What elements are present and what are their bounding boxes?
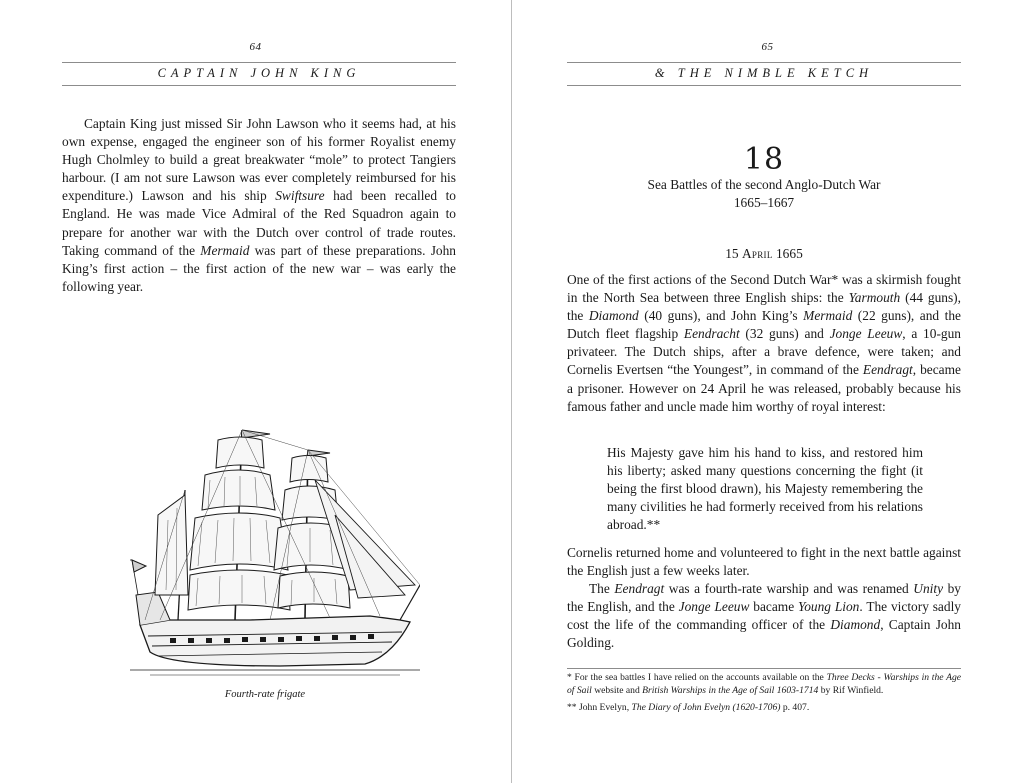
right-page <box>512 0 1023 783</box>
header-rule <box>567 85 961 86</box>
chapter-dates: 1665–1667 <box>733 195 795 210</box>
ship-name: Mermaid <box>200 242 250 258</box>
header-rule <box>62 85 456 86</box>
footnote-rule <box>567 668 961 669</box>
body-paragraph: One of the first actions of the Second Dutch War* was a skirmish fought in the North Sea between three English ships: the Yarmouth (44 guns), the Diamond (40 guns), and John King’s Mermaid (22 guns), and the Dutch fleet flagship Eendracht (32 guns) and Jonge Leeuw, a 10-gun privateer. The Dutch ships, after a brave defence, were taken; and Cornelis Evertsen “the Youngest”, in command of the Eendragt, became a prisoner. However on 24 April he was released, probably because his famous father and uncle made him worthy of royal interest: <box>567 272 961 414</box>
section-date: 15 April 1665 <box>725 246 803 261</box>
footnote: ** John Evelyn, The Diary of John Evelyn (1620-1706) p. 407. <box>567 702 810 713</box>
left-page <box>0 0 511 783</box>
running-head: & THE NIMBLE KETCH <box>654 66 874 80</box>
footnote: * For the sea battles I have relied on the accounts available on the Three Decks - Warships in the Age of Sail website and British Warships in the Age of Sail 1603-1714 by Rif Winfield. <box>567 672 961 696</box>
header-rule <box>567 62 961 63</box>
page-number: 65 <box>761 41 774 53</box>
page-number: 64 <box>249 41 262 53</box>
body-paragraph: Cornelis returned home and volunteered to fight in the next battle against the English just a few weeks later. <box>567 545 961 579</box>
block-quote: His Majesty gave him his hand to kiss, and restored him his liberty; asked many questions concerning the fight (it being the first blood drawn), his Majesty remembering the many civilities he had formerly received from his relations abroad.** <box>607 445 923 533</box>
chapter-title-line: Sea Battles of the second Anglo-Dutch War <box>647 177 881 192</box>
header-rule <box>62 62 456 63</box>
body-paragraph: The Eendragt was a fourth-rate warship and was renamed Unity by the English, and the Jonge Leeuw bacame Young Lion. The victory sadly cost the life of the commanding officer of the Diamond, Captain John Golding. <box>567 581 961 651</box>
illustration-caption: Fourth-rate frigate <box>224 689 306 700</box>
frigate-illustration <box>130 420 420 682</box>
ship-name: Swiftsure <box>275 188 325 204</box>
body-paragraph: Captain King just missed Sir John Lawson who it seems had, at his own expense, engaged the engineer son of his former Royalist enemy Hugh Cholmley to build a great breakwater “mole” to protect Tangiers harbour. (I am not sure Lawson was ever completely reimbursed for his expenditure.) Lawson and his ship Swiftsure had been recalled to England. He was made Vice Admiral of the Red Squadron again to prepare for another war with the Dutch over control of trade routes. Taking command of the Mermaid was part of these preparations. John King’s first action – the first action of the new war – was early the following year. <box>62 116 456 294</box>
chapter-number: 18 <box>743 142 785 177</box>
running-head: CAPTAIN JOHN KING <box>157 66 361 80</box>
chapter-title <box>567 176 961 212</box>
